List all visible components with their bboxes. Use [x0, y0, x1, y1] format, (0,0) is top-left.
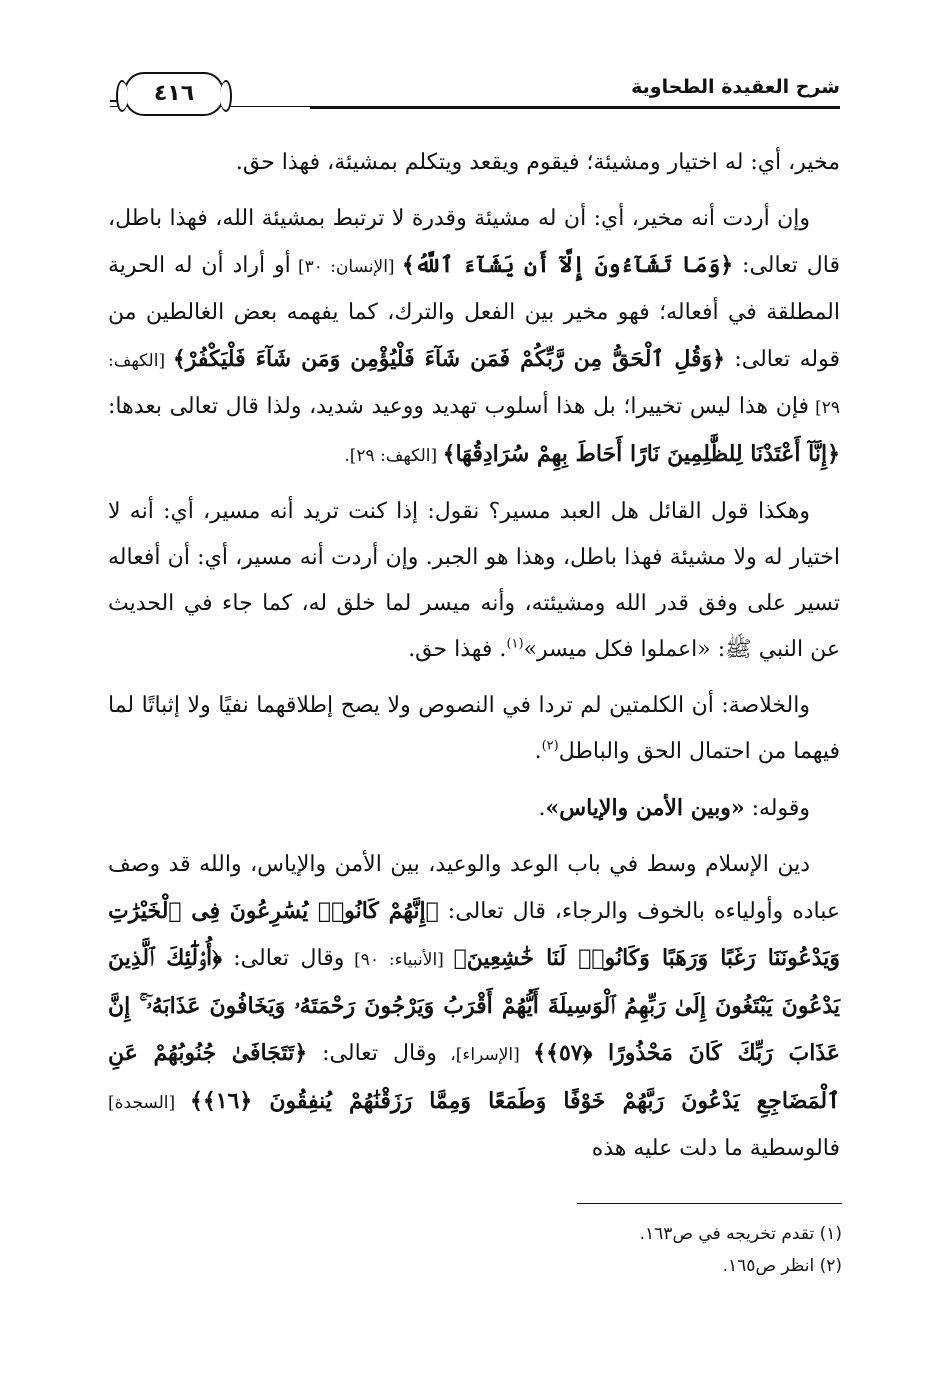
paragraph-2-text-a: وإن أردت أنه مخير، أي: أن له مشيئة وقدرة لا ترتبط بمشيئة الله، فهذا باطل، قال تعالى:: [108, 206, 841, 278]
footnote-2: (٢) انظر ص١٦٥.: [722, 1256, 842, 1276]
quran-verse: ﴿وَمَا تَشَآءُونَ إِلَّآ أَن يَشَآءَ ٱللَّهُ﴾: [401, 252, 734, 278]
footnote-marker-2: (٢): [541, 738, 559, 754]
paragraph-1-text: مخير، أي: له اختيار ومشيئة؛ فيقوم ويقعد ويتكلم بمشيئة، فهذا حق.: [235, 150, 840, 175]
verse-reference: [الإنسان: ٣٠]: [290, 257, 402, 277]
paragraph-2: [108, 196, 840, 479]
running-header: [110, 72, 840, 116]
verse-reference: [الأنبياء: ٩٠]: [344, 950, 454, 970]
paragraph-6-text-c: وقال تعالى:: [307, 1041, 437, 1066]
paragraph-2-text-b: أو أراد أن له الحرية المطلقة في أفعاله؛ فهو مخير بين الفعل والترك، كما يفهمه بعض الغالطين من قوله تعالى:: [108, 253, 840, 372]
paragraph-5-text-b: .: [538, 796, 546, 821]
paragraph-6: [108, 842, 840, 1172]
paragraph-5-text-a: وقوله:: [744, 796, 810, 821]
paragraph-6-text-a: دين الإسلام وسط في باب الوعد والوعيد، بين الأمن والإياس، والله قد وصف عباده وأولياءه بالخوف والرجاء، قال تعالى:: [108, 852, 840, 924]
paragraph-6-text-d: فالوسطية ما دلت عليه هذه: [591, 1136, 840, 1161]
paragraph-2-text-c: فإن هذا ليس تخييرا؛ بل هذا أسلوب تهديد ووعيد شديد، ولذا قال تعالى بعدها:: [108, 394, 810, 419]
paragraph-4-text-b: .: [534, 739, 542, 764]
main-text: [108, 140, 840, 1182]
footnote-marker-1: (١): [506, 636, 524, 652]
quran-verse: ﴿وَقُلِ ٱلْحَقُّ مِن رَّبِّكُمْ فَمَن شَآءَ فَلْيُؤْمِن وَمَن شَآءَ فَلْيَكْفُرْ﴾: [172, 346, 726, 372]
quoted-phrase: «وبين الأمن والإياس»: [545, 795, 745, 821]
quran-verse: ﴿تَتَجَافَىٰ جُنُوبُهُمْ عَنِ ٱلْمَضَاجِعِ يَدْعُونَ رَبَّهُمْ خَوْفًا وَطَمَعًا وَمِمَّا رَزَقْنَٰهُمْ يُنفِقُونَ ﴿١٦﴾﴾: [108, 1040, 840, 1114]
book-title: شرح العقيدة الطحاوية: [631, 76, 840, 98]
header-rule-thick: [310, 106, 840, 109]
paragraph-6-text-b: وقال تعالى:: [221, 946, 345, 971]
footnote-1: (١) تقدم تخريجه في ص١٦٣.: [639, 1224, 842, 1244]
verse-reference: [الإسراء]،: [436, 1045, 534, 1065]
paragraph-5: [108, 785, 840, 832]
paragraph-3-text-b: . فهذا حق.: [408, 637, 507, 662]
paragraph-3: [108, 489, 840, 673]
paragraph-3-text-a: وهكذا قول القائل هل العبد مسير؟ نقول: إذا كنت تريد أنه مسير، أي: أنه لا اختيار له ولا مشيئة فهذا باطل، وهذا هو الجبر. وإن أردت أنه مسير، أي: أن أفعاله تسير على وفق قدر الله ومشيئته، وأنه ميسر لما خلق له، كما جاء في الحديث عن النبي ﷺ: «اعملوا فكل ميسر»: [108, 499, 840, 662]
quran-verse: ﴿إِنَّهُمْ كَانُوا۟ يُسَٰرِعُونَ فِى ٱلْخَيْرَٰتِ وَيَدْعُونَنَا رَغَبًا وَرَهَبًا وَكَانُوا۟ لَنَا خَٰشِعِينَ﴾: [108, 898, 840, 971]
quran-verse: ﴿أُو۟لَٰٓئِكَ ٱلَّذِينَ يَدْعُونَ يَبْتَغُونَ إِلَىٰ رَبِّهِمُ ٱلْوَسِيلَةَ أَيُّهُمْ أَقْرَبُ وَيَرْجُونَ رَحْمَتَهُۥ وَيَخَافُونَ عَذَابَهُۥٓ ۚ إِنَّ عَذَابَ رَبِّكَ كَانَ مَحْذُورًا ﴿٥٧﴾﴾: [108, 945, 840, 1066]
page-number: ٤١٦: [124, 72, 224, 116]
verse-reference: [الكهف: ٢٩]: [108, 351, 840, 418]
quran-verse: ﴿إِنَّآ أَعْتَدْنَا لِلظَّٰلِمِينَ نَارًا أَحَاطَ بِهِمْ سُرَادِقُهَا﴾: [442, 441, 840, 467]
paragraph-4: [108, 683, 840, 775]
verse-reference: [السجدة]: [108, 1093, 190, 1113]
footnote-separator: [577, 1203, 842, 1204]
paragraph-1: [108, 140, 840, 186]
verse-reference: [الكهف: ٢٩].: [344, 446, 443, 466]
footnotes: [442, 1218, 842, 1282]
paragraph-4-text-a: والخلاصة: أن الكلمتين لم تردا في النصوص ولا يصح إطلاقهما نفيًا ولا إثباتًا لما فيهما من احتمال الحق والباطل: [108, 693, 840, 764]
